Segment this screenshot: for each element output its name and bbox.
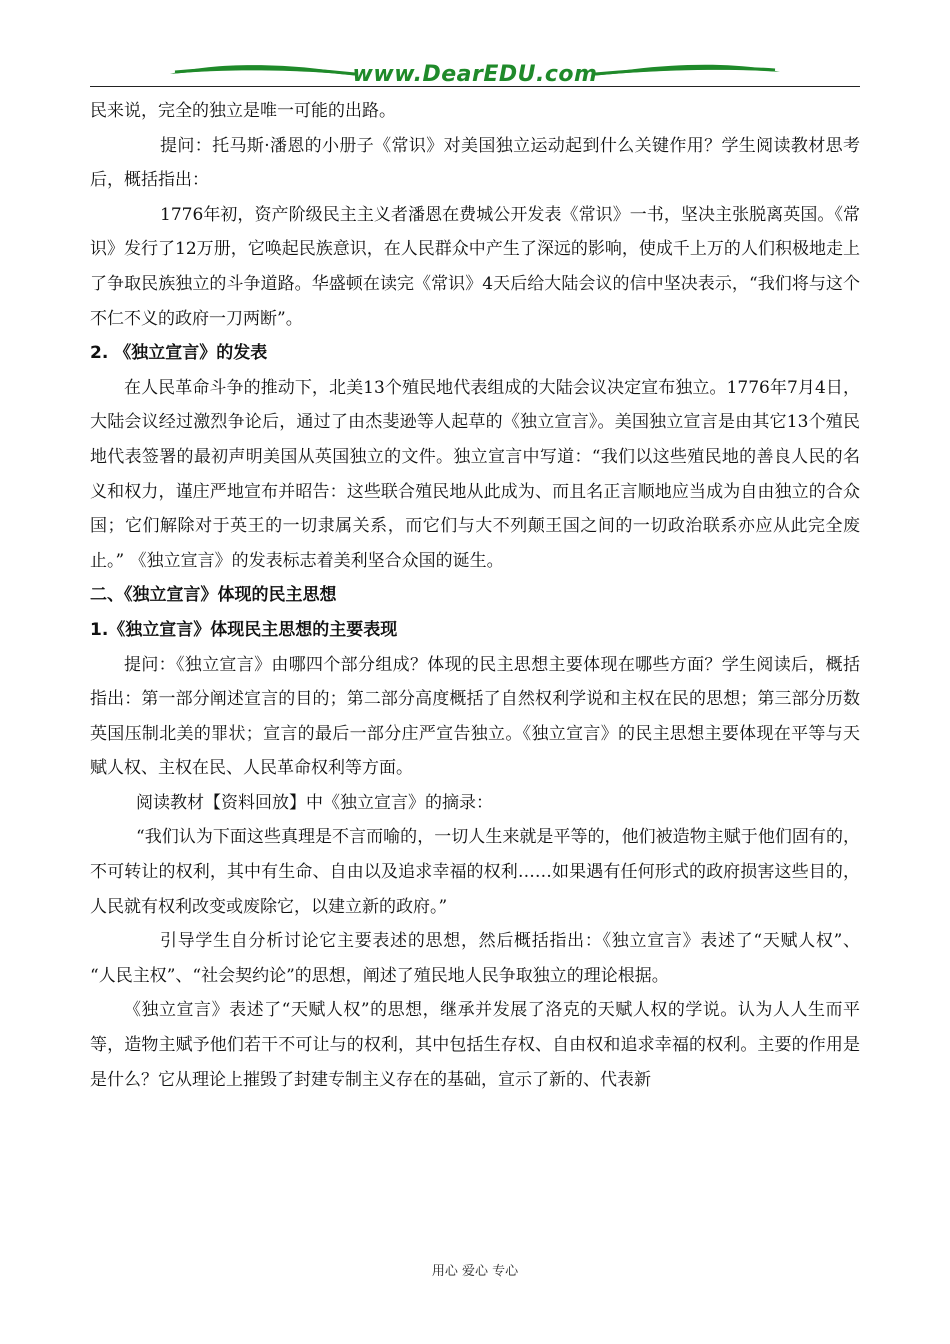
paragraph: 1776年初，资产阶级民主主义者潘恩在费城公开发表《常识》一书，坚决主张脱离英国。《常识》发行了12万册，它唤起民族意识，在人民群众中产生了深远的影响，使成千上万的人们积极地走上了争取民族独立的斗争道路。华盛顿在读完《常识》4天后给大陆会议的信中坚决表示，“我们将与这个不仁不义的政府一刀两断”。	[90, 204, 860, 329]
paragraph: 提问：托马斯·潘恩的小册子《常识》对美国独立运动起到什么关键作用？学生阅读教材思考后，概括指出：	[90, 135, 860, 191]
paragraph: 民来说，完全的独立是唯一可能的出路。	[90, 101, 396, 121]
paragraph: 提问：《独立宣言》由哪四个部分组成？体现的民主思想主要体现在哪些方面？学生阅读后，概括指出：第一部分阐述宣言的目的；第二部分高度概括了自然权利学说和主权在民的思想；第三部分历数英国压制北美的罪状；宣言的最后一部分庄严宣告独立。《独立宣言》的民主思想主要体现在平等与天赋人权、主权在民、人民革命权利等方面。	[90, 654, 860, 779]
paragraph: 阅读教材【资料回放】中《独立宣言》的摘录：	[136, 792, 493, 813]
paragraph: 在人民革命斗争的推动下，北美13个殖民地代表组成的大陆会议决定宣布独立。1776年7月4日，大陆会议经过激烈争论后，通过了由杰斐逊等人起草的《独立宣言》。美国独立宣言是由其它13个殖民地代表签署的最初声明美国从英国独立的文件。独立宣言中写道：“我们以这些殖民地的善良人民的名义和权力，谨庄严地宣布并昭告：这些联合殖民地从此成为、而且名正言顺地应当成为自由独立的合众国；它们解除对于英王的一切隶属关系，而它们与大不列颠王国之间的一切政治联系亦应从此完全废止。” 《独立宣言》的发表标志着美利坚合众国的诞生。	[90, 377, 860, 571]
subsection-heading: 1.《独立宣言》体现民主思想的主要表现	[90, 619, 398, 640]
site-url: www.DearEDU.com	[352, 62, 598, 87]
header-rule	[90, 86, 860, 87]
paragraph: 引导学生自分析讨论它主要表述的思想，然后概括指出：《独立宣言》表述了“天赋人权”、 “人民主权”、“社会契约论”的思想，阐述了殖民地人民争取独立的理论根据。	[90, 931, 860, 986]
paragraph: 《独立宣言》表述了“天赋人权”的思想，继承并发展了洛克的天赋人权的学说。认为人人生而平等，造物主赋予他们若干不可让与的权利，其中包括生存权、自由权和追求幸福的权利。主要的作用是是什么？它从理论上摧毁了封建专制主义存在的基础，宣示了新的、代表新	[90, 1000, 860, 1090]
document-body	[90, 94, 860, 1097]
section-heading: 2. 《独立宣言》的发表	[90, 343, 268, 364]
page-footer: 用心 爱心 专心	[431, 1264, 519, 1279]
section-heading: 二、《独立宣言》体现的民主思想	[90, 585, 337, 606]
quotation: “我们认为下面这些真理是不言而喻的，一切人生来就是平等的，他们被造物主赋于他们固有的，不可转让的权利，其中有生命、自由以及追求幸福的权利……如果遇有任何形式的政府损害这些目的，人民就有权利改变或废除它，以建立新的政府。”	[90, 827, 860, 917]
